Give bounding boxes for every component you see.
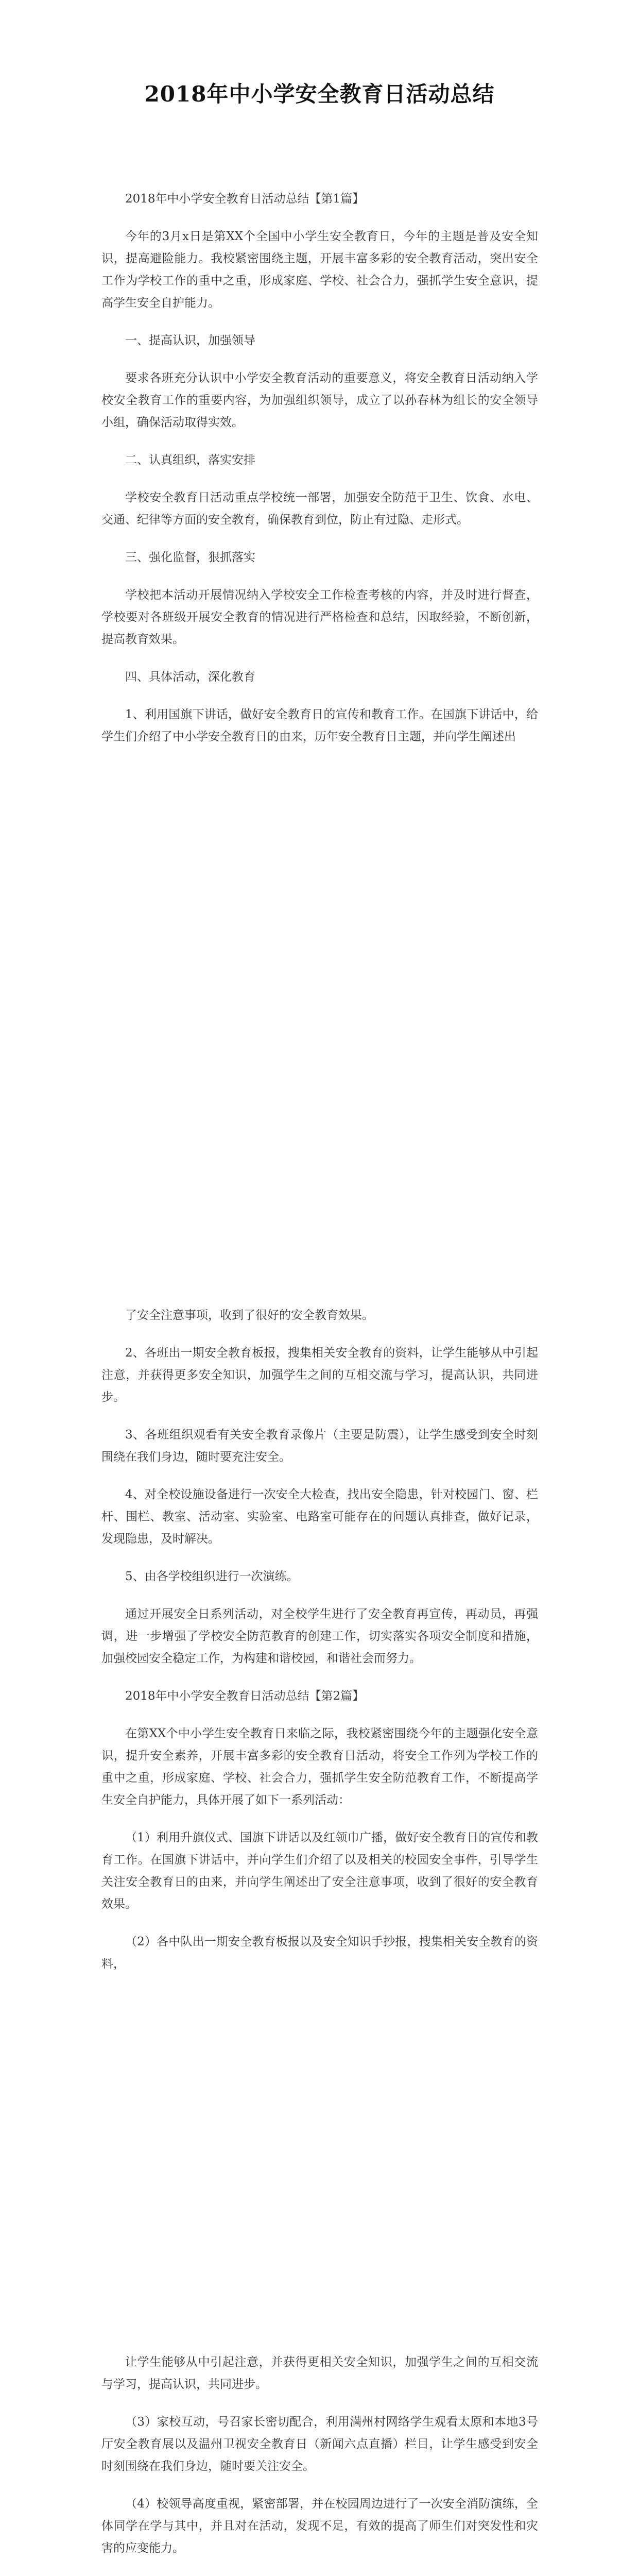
- list-item: 3、各班组织观看有关安全教育录像片（主要是防震），让学生感受到安全时刻围绕在我们身边，随时要充注安全。: [101, 1428, 538, 1464]
- list-item: 4、对全校设施设备进行一次安全大检查，找出安全隐患，针对校园门、窗、栏杆、围栏、教室、活动室、实验室、电路室可能存在的问题认真排查，做好记录，发现隐患，及时解决。: [101, 1488, 538, 1546]
- list-item: 5、由各学校组织进行一次演练。: [125, 1570, 299, 1583]
- paragraph: 学校把本活动开展情况纳入学校安全工作检查考核的内容，并及时进行督查，学校要对各班级开展安全教育的情况进行严格检查和总结，因取经验，不断创新，提高教育效果。: [101, 588, 538, 646]
- blank-space: [101, 1991, 538, 2351]
- blank-space: [101, 764, 538, 1304]
- section-heading: 二、认真组织，落实安排: [125, 453, 255, 467]
- list-item: 2、各班出一期安全教育板报，搜集相关安全教育的资料，让学生能够从中引起注意，并获得更多安全知识，加强学生之间的互相交流与学习，提高认识，共同进步。: [101, 1346, 538, 1404]
- list-item: （1）利用升旗仪式、国旗下讲话以及红领巾广播，做好安全教育日的宣传和教育工作。在国旗下讲话中，并向学生们介绍了以及相关的校园安全事件，引导学生关注安全教育日的由来，并向学生阐述出了安全注意事项，收到了很好的安全教育效果。: [101, 1831, 538, 1911]
- list-item: （4）校领导高度重视，紧密部署，并在校园周边进行了一次安全消防演练，全体同学在学与其中，并且对在活动，发现不足，有效的提高了师生们对突发性和灾害的应变能力。: [101, 2497, 538, 2555]
- paragraph: 学校安全教育日活动重点学校统一部署，加强安全防范于卫生、饮食、水电、交通、纪律等方面的安全教育，确保教育到位，防止有过隐、走形式。: [101, 491, 538, 527]
- document-body: [101, 188, 538, 2576]
- paragraph: 通过开展安全日系列活动，对全校学生进行了安全教育再宣传，再动员，再强调，进一步增强了学校安全防范教育的创建工作，切实落实各项安全制度和措施，加强校园安全稳定工作，为构建和谐校园，和谐社会而努力。: [101, 1607, 538, 1665]
- section-heading: 一、提高认识，加强领导: [125, 334, 255, 347]
- paragraph: 今年的3月x日是第XX个全国中小学生安全教育日，今年的主题是普及安全知识，提高避险能力。我校紧密围绕主题，开展丰富多彩的安全教育活动，突出安全工作为学校工作的重中之重，形成家庭、学校、社会合力，强抓学生安全意识，提高学生安全自护能力。: [101, 230, 538, 310]
- section-heading: 三、强化监督，狠抓落实: [125, 551, 255, 564]
- article-heading: 2018年中小学安全教育日活动总结【第1篇】: [125, 192, 365, 206]
- paragraph: 要求各班充分认识中小学安全教育活动的重要意义，将安全教育日活动纳入学校安全教育工作的重要内容，为加强组织领导，成立了以孙春林为组长的安全领导小组，确保活动取得实效。: [101, 371, 538, 429]
- paragraph: 1、利用国旗下讲话，做好安全教育日的宣传和教育工作。在国旗下讲话中，给学生们介绍了中小学安全教育日的由来，历年安全教育日主题，并向学生阐述出: [101, 708, 538, 743]
- article-heading: 2018年中小学安全教育日活动总结【第2篇】: [125, 1689, 365, 1703]
- paragraph: 了安全注意事项，收到了很好的安全教育效果。: [125, 1309, 374, 1322]
- list-item: （3）家校互动，号召家长密切配合，利用满州村网络学生观看太原和本地3号厅安全教育展以及温州卫视安全教育日（新闻六点直播）栏目，让学生感受到安全时刻围绕在我们身边，随时要关注安全。: [101, 2415, 538, 2473]
- list-item: （2）各中队出一期安全教育板报以及安全知识手抄报，搜集相关安全教育的资料，: [101, 1935, 538, 1971]
- paragraph: 在第XX个中小学生安全教育日来临之际，我校紧密围绕今年的主题强化安全意识，提升安全素养，开展丰富多彩的安全教育日活动，将安全工作列为学校工作的重中之重，形成家庭、学校、社会合力，强抓学生安全防范教育工作，不断提高学生安全自护能力，具体开展了如下一系列活动：: [101, 1727, 538, 1807]
- document-title: 2018年中小学安全教育日活动总结: [144, 81, 495, 107]
- section-heading: 四、具体活动，深化教育: [125, 670, 255, 684]
- paragraph: 让学生能够从中引起注意，并获得更相关安全知识，加强学生之间的互相交流与学习，提高认识，共同进步。: [101, 2355, 538, 2391]
